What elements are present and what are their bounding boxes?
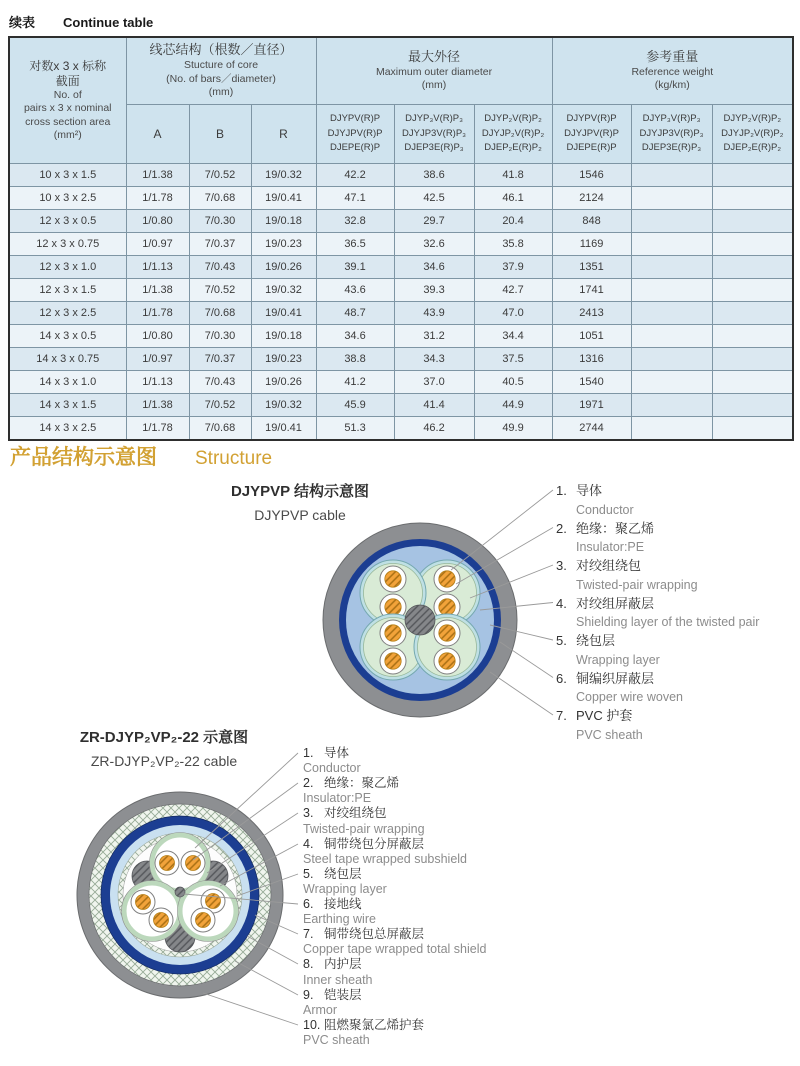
group-core-zh: 线芯结构（根数／直径） bbox=[149, 42, 293, 58]
value-cell: 34.6 bbox=[316, 325, 394, 348]
value-cell bbox=[712, 302, 793, 325]
legend-number: 7. bbox=[556, 708, 567, 723]
group-dia-en2: (mm) bbox=[421, 79, 447, 92]
size-cell: 12 x 3 x 1.0 bbox=[9, 256, 126, 279]
value-cell: 47.0 bbox=[474, 302, 552, 325]
size-cell: 12 x 3 x 0.75 bbox=[9, 233, 126, 256]
value-cell: 34.6 bbox=[394, 256, 474, 279]
group-wt-en1: Reference weight bbox=[631, 65, 714, 78]
value-cell: 7/0.43 bbox=[189, 256, 251, 279]
value-cell: 1/1.13 bbox=[126, 371, 189, 394]
zr-djyp2vp2-22-legend bbox=[303, 746, 569, 1048]
group-core-en2: (No. of bars／diameter) bbox=[166, 72, 276, 85]
type-header-cell bbox=[316, 105, 394, 164]
legend-label-en: Earthing wire bbox=[303, 912, 376, 927]
value-cell: 848 bbox=[552, 210, 631, 233]
legend-label-en: PVC sheath bbox=[303, 1032, 370, 1047]
group-wt-en2: (kg/km) bbox=[654, 79, 690, 92]
cable-type-label: DJYP₂V(R)P₂ bbox=[723, 112, 782, 124]
value-cell: 1/1.13 bbox=[126, 256, 189, 279]
legend-number: 5. bbox=[556, 633, 567, 648]
value-cell bbox=[631, 256, 712, 279]
spec-table-body bbox=[9, 164, 793, 441]
size-cell: 10 x 3 x 1.5 bbox=[9, 164, 126, 187]
value-cell: 29.7 bbox=[394, 210, 474, 233]
legend-label-en: Conductor bbox=[303, 761, 361, 776]
table-row bbox=[9, 210, 793, 233]
legend-label-zh: 9. 铠装层 bbox=[303, 987, 362, 1002]
value-cell bbox=[712, 371, 793, 394]
value-cell: 7/0.52 bbox=[189, 164, 251, 187]
group-dia-en1: Maximum outer diameter bbox=[375, 65, 493, 78]
value-cell: 49.9 bbox=[474, 417, 552, 441]
legend-number: 3. bbox=[303, 806, 314, 821]
value-cell: 1/1.38 bbox=[126, 164, 189, 187]
table-row bbox=[9, 302, 793, 325]
value-cell: 7/0.43 bbox=[189, 371, 251, 394]
value-cell: 32.8 bbox=[316, 210, 394, 233]
legend-label-zh: 7. PVC 护套 bbox=[556, 707, 794, 726]
size-cell: 12 x 3 x 0.5 bbox=[9, 210, 126, 233]
value-cell: 19/0.18 bbox=[251, 210, 316, 233]
legend-label-zh: 8. 内护层 bbox=[303, 957, 362, 972]
value-cell bbox=[631, 233, 712, 256]
value-cell: 19/0.23 bbox=[251, 348, 316, 371]
value-cell bbox=[631, 210, 712, 233]
value-cell: 1/0.97 bbox=[126, 233, 189, 256]
djypvp-title-en: DJYPVP cable bbox=[254, 507, 346, 523]
table-row bbox=[9, 325, 793, 348]
value-cell bbox=[712, 164, 793, 187]
cable-type-label: DJEP₂E(R)P₂ bbox=[484, 142, 542, 154]
header-col1-en2: pairs x 3 x nominal bbox=[23, 102, 112, 115]
value-cell bbox=[712, 417, 793, 441]
value-cell: 1351 bbox=[552, 256, 631, 279]
value-cell: 46.1 bbox=[474, 187, 552, 210]
value-cell bbox=[712, 187, 793, 210]
value-cell bbox=[712, 325, 793, 348]
legend-number: 4. bbox=[556, 595, 567, 611]
legend-item bbox=[303, 776, 569, 806]
value-cell: 39.1 bbox=[316, 256, 394, 279]
legend-label-en: Wrapping layer bbox=[576, 652, 660, 667]
group-core-en1: Stucture of core bbox=[183, 58, 259, 71]
header-col1-zh1: 对数x 3 x 标称 bbox=[29, 59, 107, 74]
zr-djyp2vp2-22-cable-diagram bbox=[55, 748, 305, 1058]
value-cell bbox=[712, 256, 793, 279]
value-cell: 19/0.18 bbox=[251, 325, 316, 348]
djypvp-title-zh: DJYPVP 结构示意图 bbox=[230, 483, 370, 500]
cable-type-label: DJYJP₂V(R)P₂ bbox=[721, 127, 784, 139]
cable-type-label: DJYJPV(R)P bbox=[564, 127, 619, 139]
value-cell: 1971 bbox=[552, 394, 631, 417]
legend-item bbox=[556, 520, 794, 558]
value-cell: 38.8 bbox=[316, 348, 394, 371]
value-cell bbox=[631, 371, 712, 394]
group-dia-zh: 最大外径 bbox=[408, 48, 461, 64]
header-col1-en3: cross section area bbox=[25, 115, 111, 128]
legend-item bbox=[556, 482, 794, 520]
cable-type-label: DJYJP3V(R)P₃ bbox=[639, 127, 704, 139]
size-cell: 14 x 3 x 1.5 bbox=[9, 394, 126, 417]
value-cell: 37.9 bbox=[474, 256, 552, 279]
value-cell: 1/0.80 bbox=[126, 325, 189, 348]
cable-type-label: DJEP3E(R)P₃ bbox=[404, 142, 464, 154]
value-cell: 40.5 bbox=[474, 371, 552, 394]
legend-number: 10. bbox=[303, 1017, 321, 1032]
subheader-row bbox=[9, 105, 793, 164]
value-cell bbox=[712, 348, 793, 371]
group-wt-zh: 参考重量 bbox=[646, 48, 699, 64]
value-cell: 1169 bbox=[552, 233, 631, 256]
value-cell: 47.1 bbox=[316, 187, 394, 210]
value-cell: 37.5 bbox=[474, 348, 552, 371]
value-cell: 1540 bbox=[552, 371, 631, 394]
legend-item bbox=[303, 867, 569, 897]
legend-item bbox=[556, 632, 794, 670]
header-pairs-cross-section bbox=[9, 37, 126, 164]
cable-type-label: DJYJPV(R)P bbox=[327, 127, 383, 139]
legend-label-zh: 1. 导体 bbox=[303, 746, 350, 760]
value-cell: 42.7 bbox=[474, 279, 552, 302]
legend-number: 1. bbox=[303, 746, 314, 760]
value-cell: 1/1.78 bbox=[126, 302, 189, 325]
type-header-cell bbox=[631, 105, 712, 164]
value-cell: 7/0.52 bbox=[189, 279, 251, 302]
center-filler bbox=[405, 605, 435, 635]
value-cell: 20.4 bbox=[474, 210, 552, 233]
value-cell: 7/0.68 bbox=[189, 187, 251, 210]
value-cell bbox=[712, 210, 793, 233]
cable-type-label: DJYP₂V(R)P₂ bbox=[484, 112, 542, 124]
value-cell: 39.3 bbox=[394, 279, 474, 302]
table-row bbox=[9, 233, 793, 256]
value-cell: 44.9 bbox=[474, 394, 552, 417]
value-cell: 41.8 bbox=[474, 164, 552, 187]
legend-label-zh: 3. 对绞组绕包 bbox=[303, 806, 387, 821]
legend-label-en: Inner sheath bbox=[303, 972, 373, 987]
table-row bbox=[9, 348, 793, 371]
legend-label-zh: 1. 导体 bbox=[556, 482, 794, 501]
legend-number: 2. bbox=[303, 776, 314, 791]
value-cell: 45.9 bbox=[316, 394, 394, 417]
type-header-cell bbox=[394, 105, 474, 164]
size-cell: 14 x 3 x 0.5 bbox=[9, 325, 126, 348]
table-row bbox=[9, 164, 793, 187]
value-cell: 38.6 bbox=[394, 164, 474, 187]
table-row bbox=[9, 187, 793, 210]
value-cell bbox=[631, 348, 712, 371]
value-cell: 7/0.68 bbox=[189, 302, 251, 325]
legend-item bbox=[556, 557, 794, 595]
header-col1-en4: (mm²) bbox=[53, 128, 82, 141]
legend-label-zh: 6. 接地线 bbox=[303, 896, 362, 911]
zr-title-zh: ZR-DJYP₂VP₂-22 示意图 bbox=[79, 729, 249, 746]
subheader-B: B bbox=[189, 105, 251, 164]
value-cell: 2413 bbox=[552, 302, 631, 325]
value-cell: 43.9 bbox=[394, 302, 474, 325]
value-cell: 7/0.52 bbox=[189, 394, 251, 417]
legend-number: 2. bbox=[556, 520, 567, 536]
legend-item bbox=[303, 897, 569, 927]
value-cell: 1/1.38 bbox=[126, 394, 189, 417]
legend-label-en: Conductor bbox=[576, 502, 634, 517]
legend-item bbox=[303, 957, 569, 987]
legend-label-en: Insulator:PE bbox=[576, 540, 645, 554]
value-cell: 34.4 bbox=[474, 325, 552, 348]
legend-label-zh: 6. 铜编织屏蔽层 bbox=[556, 670, 794, 689]
cable-type-label: DJEPE(R)P bbox=[566, 142, 617, 154]
value-cell: 1316 bbox=[552, 348, 631, 371]
value-cell: 35.8 bbox=[474, 233, 552, 256]
cable-type-label: DJYJP3V(R)P₃ bbox=[402, 127, 467, 139]
djypvp-legend bbox=[556, 482, 794, 745]
size-cell: 14 x 3 x 0.75 bbox=[9, 348, 126, 371]
value-cell: 19/0.32 bbox=[251, 279, 316, 302]
legend-label-en: Twisted-pair wrapping bbox=[303, 821, 425, 836]
legend-label-zh: 10. 阻燃聚氯乙烯护套 bbox=[303, 1017, 425, 1032]
value-cell: 1546 bbox=[552, 164, 631, 187]
value-cell: 42.5 bbox=[394, 187, 474, 210]
table-row bbox=[9, 371, 793, 394]
legend-label-en: Copper wire woven bbox=[576, 690, 683, 704]
legend-label-zh: 4. 铜带绕包分屏蔽层 bbox=[303, 836, 425, 851]
legend-label-zh: 4. 对绞组屏蔽层 bbox=[556, 595, 794, 614]
cable-type-label: DJEP3E(R)P₃ bbox=[641, 142, 702, 154]
subheader-A: A bbox=[126, 105, 189, 164]
twisted-pair-group bbox=[122, 881, 183, 942]
cable-type-label: DJYP₃V(R)P₃ bbox=[405, 112, 463, 124]
legend-item bbox=[303, 1018, 569, 1048]
legend-label-zh: 2. 绝缘：聚乙烯 bbox=[303, 776, 400, 791]
value-cell: 37.0 bbox=[394, 371, 474, 394]
value-cell: 19/0.41 bbox=[251, 187, 316, 210]
value-cell: 1051 bbox=[552, 325, 631, 348]
legend-item bbox=[556, 595, 794, 633]
zr-title-en: ZR-DJYP₂VP₂-22 cable bbox=[90, 753, 238, 769]
cable-type-label: DJYJP₂V(R)P₂ bbox=[481, 127, 545, 139]
size-cell: 14 x 3 x 1.0 bbox=[9, 371, 126, 394]
legend-label-zh: 2. 绝缘：聚乙烯 bbox=[556, 520, 794, 539]
value-cell: 7/0.68 bbox=[189, 417, 251, 441]
legend-item bbox=[303, 746, 569, 776]
legend-label-en: Steel tape wrapped subshield bbox=[303, 851, 468, 866]
cable-type-label: DJYP₃V(R)P₃ bbox=[642, 112, 701, 124]
value-cell: 19/0.26 bbox=[251, 371, 316, 394]
value-cell: 36.5 bbox=[316, 233, 394, 256]
legend-number: 9. bbox=[303, 987, 314, 1002]
value-cell bbox=[631, 394, 712, 417]
legend-label-zh: 7. 铜带绕包总屏蔽层 bbox=[303, 927, 425, 942]
legend-number: 6. bbox=[303, 896, 314, 911]
legend-item bbox=[303, 806, 569, 836]
value-cell bbox=[631, 325, 712, 348]
value-cell bbox=[631, 417, 712, 441]
value-cell: 19/0.41 bbox=[251, 417, 316, 441]
legend-number: 1. bbox=[556, 483, 567, 498]
value-cell: 2744 bbox=[552, 417, 631, 441]
header-col1-zh2: 截面 bbox=[55, 74, 80, 89]
size-cell: 10 x 3 x 2.5 bbox=[9, 187, 126, 210]
legend-label-en: Copper tape wrapped total shield bbox=[303, 942, 487, 957]
value-cell: 34.3 bbox=[394, 348, 474, 371]
legend-number: 4. bbox=[303, 836, 314, 851]
size-cell: 12 x 3 x 1.5 bbox=[9, 279, 126, 302]
value-cell: 32.6 bbox=[394, 233, 474, 256]
value-cell: 19/0.23 bbox=[251, 233, 316, 256]
legend-number: 6. bbox=[556, 670, 567, 686]
subheader-R: R bbox=[251, 105, 316, 164]
value-cell: 1/1.38 bbox=[126, 279, 189, 302]
section-title-en: Structure bbox=[195, 448, 273, 469]
cable-type-label: DJYPV(R)P bbox=[566, 112, 617, 124]
table-row bbox=[9, 256, 793, 279]
value-cell: 7/0.37 bbox=[189, 233, 251, 256]
legend-item bbox=[303, 837, 569, 867]
type-header-cell bbox=[552, 105, 631, 164]
table-row bbox=[9, 279, 793, 302]
cable-type-label: DJYPV(R)P bbox=[329, 112, 381, 124]
legend-label-zh: 5. 绕包层 bbox=[303, 866, 362, 881]
value-cell: 19/0.26 bbox=[251, 256, 316, 279]
twisted-pair-group bbox=[178, 881, 239, 942]
legend-label-en: Wrapping layer bbox=[303, 881, 387, 896]
legend-number: 5. bbox=[303, 866, 314, 881]
value-cell bbox=[712, 279, 793, 302]
section-title-zh: 产品结构示意图 bbox=[10, 446, 157, 469]
value-cell: 43.6 bbox=[316, 279, 394, 302]
group-header-core-structure bbox=[126, 37, 316, 105]
type-header-cell bbox=[474, 105, 552, 164]
value-cell: 1741 bbox=[552, 279, 631, 302]
value-cell: 2124 bbox=[552, 187, 631, 210]
value-cell: 19/0.32 bbox=[251, 394, 316, 417]
group-core-en3: (mm) bbox=[208, 86, 234, 99]
legend-label-en: Twisted-pair wrapping bbox=[576, 577, 698, 592]
cable-spec-table bbox=[8, 36, 794, 441]
group-header-reference-weight bbox=[552, 37, 793, 105]
value-cell: 19/0.41 bbox=[251, 302, 316, 325]
legend-label-zh: 3. 对绞组绕包 bbox=[556, 557, 794, 576]
value-cell bbox=[712, 394, 793, 417]
page-title-en: Continue table bbox=[63, 15, 154, 30]
value-cell: 1/0.97 bbox=[126, 348, 189, 371]
value-cell: 7/0.37 bbox=[189, 348, 251, 371]
value-cell: 31.2 bbox=[394, 325, 474, 348]
value-cell: 41.2 bbox=[316, 371, 394, 394]
value-cell: 1/1.78 bbox=[126, 417, 189, 441]
value-cell bbox=[631, 187, 712, 210]
value-cell: 51.3 bbox=[316, 417, 394, 441]
cable-type-label: DJEP₂E(R)P₂ bbox=[723, 142, 782, 154]
value-cell bbox=[712, 233, 793, 256]
value-cell: 48.7 bbox=[316, 302, 394, 325]
legend-label-en: Shielding layer of the twisted pair bbox=[576, 615, 760, 629]
legend-item bbox=[303, 988, 569, 1018]
section-title bbox=[10, 441, 272, 471]
type-header-cell bbox=[712, 105, 793, 164]
table-row bbox=[9, 394, 793, 417]
value-cell: 7/0.30 bbox=[189, 210, 251, 233]
legend-item bbox=[556, 707, 794, 745]
legend-item bbox=[303, 927, 569, 957]
value-cell bbox=[631, 279, 712, 302]
value-cell bbox=[631, 302, 712, 325]
table-row bbox=[9, 417, 793, 441]
size-cell: 14 x 3 x 2.5 bbox=[9, 417, 126, 441]
legend-item bbox=[556, 670, 794, 708]
page-title-zh: 续表 bbox=[9, 15, 36, 30]
value-cell bbox=[631, 164, 712, 187]
group-header-max-diameter bbox=[316, 37, 552, 105]
size-cell: 12 x 3 x 2.5 bbox=[9, 302, 126, 325]
legend-label-zh: 5. 绕包层 bbox=[556, 632, 794, 651]
cable-type-label: DJEPE(R)P bbox=[329, 142, 381, 154]
djypvp-cable-diagram bbox=[318, 478, 558, 750]
value-cell: 7/0.30 bbox=[189, 325, 251, 348]
legend-number: 3. bbox=[556, 558, 567, 573]
header-col1-en1: No. of bbox=[53, 89, 82, 102]
value-cell: 1/0.80 bbox=[126, 210, 189, 233]
value-cell: 1/1.78 bbox=[126, 187, 189, 210]
legend-label-en: Armor bbox=[303, 1002, 338, 1017]
value-cell: 41.4 bbox=[394, 394, 474, 417]
legend-number: 7. bbox=[303, 927, 314, 942]
legend-number: 8. bbox=[303, 957, 314, 972]
legend-label-en: PVC sheath bbox=[576, 727, 643, 742]
legend-label-en: Insulator:PE bbox=[303, 791, 372, 806]
value-cell: 19/0.32 bbox=[251, 164, 316, 187]
value-cell: 46.2 bbox=[394, 417, 474, 441]
earthing-wire bbox=[175, 887, 185, 897]
page-title bbox=[9, 12, 153, 31]
value-cell: 42.2 bbox=[316, 164, 394, 187]
